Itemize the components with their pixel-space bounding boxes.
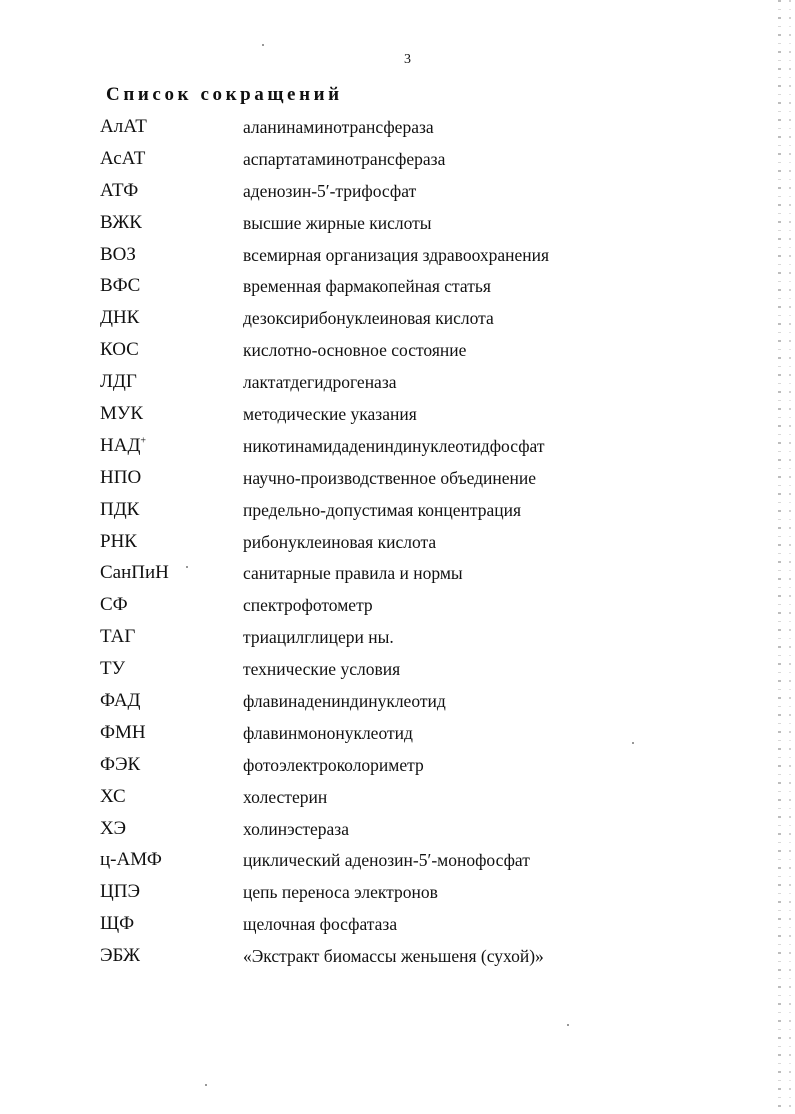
abbreviation-definition: методические указания [243,404,417,425]
abbreviation-definition: технические условия [243,659,401,680]
abbreviation-definition: спектрофотометр [243,595,373,616]
abbreviation-superscript: + [140,435,147,447]
page-title: Список сокращений [106,84,343,105]
abbreviation-row [0,304,795,336]
abbreviation-row [0,241,795,273]
abbreviation-term: НАД+ [100,434,147,456]
abbreviation-definition: триацилглицери ны. [243,627,394,648]
abbreviation-definition: «Экстракт биомассы женьшеня (сухой)» [243,946,544,967]
scan-speck [632,742,634,744]
abbreviation-definition: научно-производственное объединение [243,467,537,488]
abbreviation-term: ФАД [100,690,141,712]
abbreviation-definition: холинэстераза [243,818,349,839]
abbreviation-row [0,113,795,145]
abbreviation-row [0,751,795,783]
abbreviation-term: СанПиН [100,562,169,584]
abbreviation-definition: флавинмононуклеотид [243,722,413,743]
abbreviation-term: ВОЗ [100,243,136,265]
abbreviation-definition: циклический аденозин-5′-монофосфат [243,850,530,871]
abbreviation-row [0,719,795,751]
abbreviation-row [0,464,795,496]
abbreviation-term: КОС [100,339,139,361]
scan-edge-artifact [778,0,781,1114]
abbreviation-row [0,145,795,177]
abbreviation-definition: кислотно-основное состояние [243,340,467,361]
abbreviation-row [0,655,795,687]
abbreviation-definition: холестерин [243,786,328,807]
scan-speck [205,1084,207,1086]
abbreviation-row [0,623,795,655]
abbreviation-definition: лактатдегидрогеназа [243,372,397,393]
abbreviation-definition: временная фармакопейная статья [243,276,491,297]
abbreviation-definition: щелочная фосфатаза [243,914,398,935]
abbreviation-term: ХС [100,785,126,807]
abbreviation-row [0,272,795,304]
abbreviation-row [0,878,795,910]
abbreviation-term: НПО [100,466,142,488]
abbreviation-term: ЩФ [100,913,135,935]
abbreviation-term: ц-АМФ [100,849,162,871]
scan-speck [186,566,188,568]
abbreviation-definition: санитарные правила и нормы [243,563,463,584]
abbreviation-definition: никотинамидадениндинуклеотидфосфат [243,435,545,456]
abbreviation-term: ТАГ [100,626,136,648]
abbreviation-definition: рибонуклеиновая кислота [243,531,437,552]
abbreviation-row [0,815,795,847]
abbreviation-definition: предельно-допустимая концентрация [243,499,522,520]
abbreviation-row [0,209,795,241]
abbreviation-row [0,336,795,368]
abbreviation-row [0,177,795,209]
page-number: 3 [404,52,411,67]
abbreviation-definition: высшие жирные кислоты [243,212,432,233]
abbreviation-term: ТУ [100,658,126,680]
scan-speck [567,1024,569,1026]
abbreviation-row [0,368,795,400]
abbreviation-term: ЭБЖ [100,945,141,967]
abbreviation-term: МУК [100,403,144,425]
abbreviation-term: ЦПЭ [100,881,140,903]
abbreviation-term: РНК [100,530,137,552]
abbreviation-term: АлАТ [100,116,147,137]
abbreviation-definition: всемирная организация здравоохранения [243,244,550,265]
abbreviation-row [0,942,795,974]
abbreviation-definition: дезоксирибонуклеиновая кислота [243,308,494,329]
abbreviation-row [0,400,795,432]
abbreviation-list [0,113,795,974]
abbreviation-row [0,559,795,591]
abbreviation-term: ДНК [100,307,140,329]
abbreviation-row [0,432,795,464]
abbreviation-row [0,910,795,942]
abbreviation-row [0,846,795,878]
abbreviation-term: ПДК [100,498,140,520]
abbreviation-row [0,783,795,815]
abbreviation-definition: аспартатаминотрансфераза [243,148,446,169]
abbreviation-row [0,687,795,719]
abbreviation-term: ФМН [100,721,146,743]
scan-speck [262,44,264,46]
scan-edge-artifact-outer [789,0,791,1114]
abbreviation-row [0,496,795,528]
abbreviation-row [0,591,795,623]
abbreviation-term: ФЭК [100,753,141,775]
abbreviation-term: ВФС [100,275,141,297]
abbreviation-definition: аланинаминотрансфераза [243,117,434,137]
abbreviation-term: СФ [100,594,128,616]
abbreviation-term: ВЖК [100,211,142,233]
abbreviation-definition: цепь переноса электронов [243,882,438,903]
abbreviation-term: ЛДГ [100,371,137,393]
abbreviation-definition: аденозин-5′-трифосфат [243,180,417,201]
abbreviation-term: ХЭ [100,817,127,839]
abbreviation-definition: флавинадениндинуклеотид [243,691,446,712]
abbreviation-term: АТФ [100,179,139,201]
abbreviation-row [0,528,795,560]
abbreviation-term: АсАТ [100,147,146,169]
abbreviation-definition: фотоэлектроколориметр [243,754,424,775]
